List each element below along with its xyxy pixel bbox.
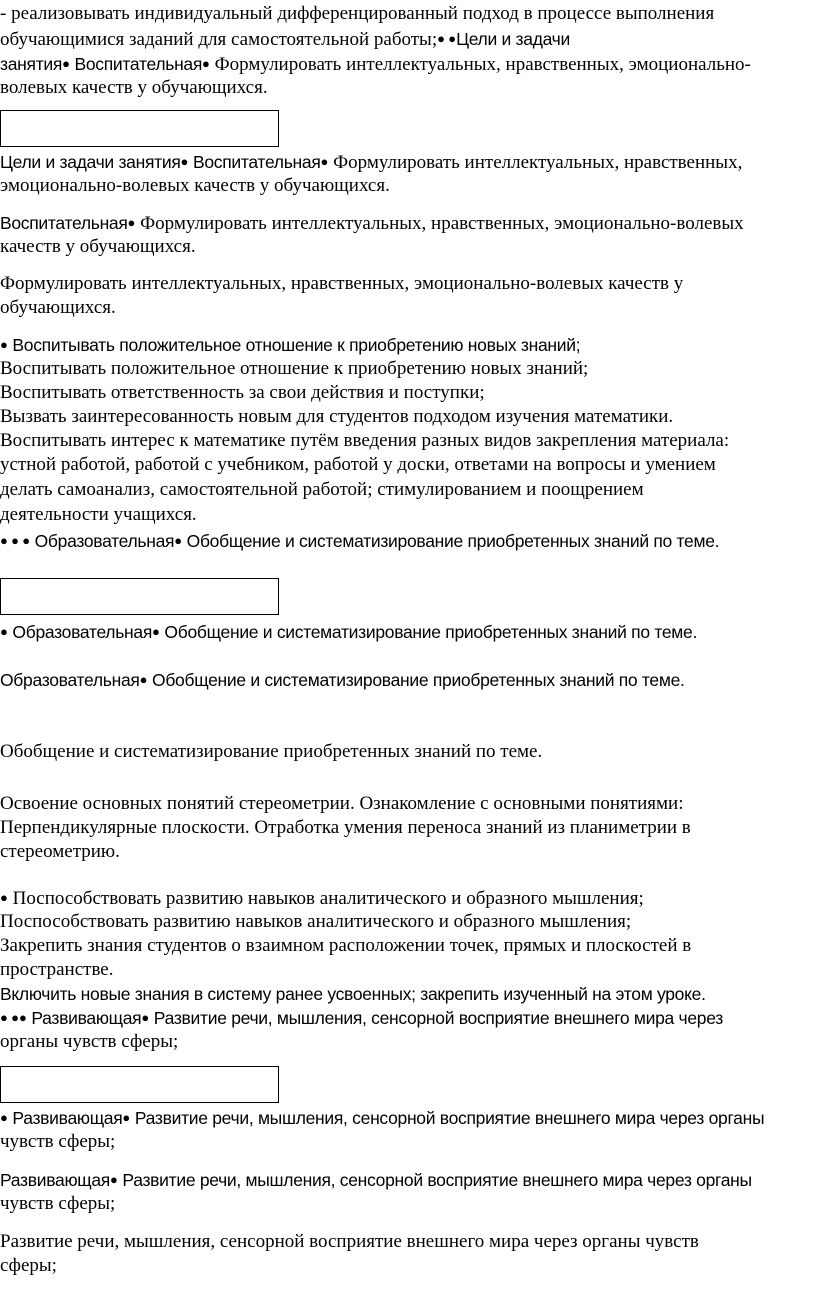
text: Воспитывать ответственность за свои действия и поступки; xyxy=(0,382,485,403)
text: устной работой, работой с учебником, работой у доски, ответами на вопросы и умением xyxy=(0,454,716,475)
text: занятия xyxy=(0,54,63,74)
text: Воспитывать положительное отношение к приобретению новых знаний; xyxy=(7,335,581,355)
bullet-icon: ● xyxy=(127,215,136,230)
text: обучающихся. xyxy=(0,297,116,318)
text: Развитие речи, мышления, сенсорной восприятие внешнего мира через xyxy=(149,1008,723,1028)
text: обучающимися заданий для самостоятельной работы; xyxy=(0,29,438,50)
text: Поспособствовать развитию навыков аналитического и образного мышления; xyxy=(0,911,632,932)
bullet-icon: ● xyxy=(152,624,160,639)
text-line xyxy=(0,174,390,198)
text: Воспитательная xyxy=(0,213,128,233)
empty-box xyxy=(0,110,279,147)
bullet-icon: ● xyxy=(320,154,329,169)
text: Развивающая xyxy=(7,1108,123,1128)
empty-box xyxy=(0,1066,279,1103)
text-line xyxy=(0,381,485,405)
text: Развивающая xyxy=(0,1170,110,1190)
text-line xyxy=(0,529,719,554)
text: волевых качеств у обучающихся. xyxy=(0,77,268,98)
text-line xyxy=(0,620,697,645)
text: Обобщение и систематизирование приобретенных знаний по теме. xyxy=(147,670,685,690)
text-line xyxy=(0,1006,723,1031)
text-line xyxy=(0,150,742,175)
bullet-icon: ● xyxy=(0,890,8,905)
text-line xyxy=(0,503,197,527)
text-line xyxy=(0,1168,752,1193)
text-line xyxy=(0,1106,764,1131)
bullet-icon: ● xyxy=(62,56,70,71)
text: Закрепить знания студентов о взаимном расположении точек, прямых и плоскостей в xyxy=(0,935,692,956)
bullet-icon: ● xyxy=(110,1172,118,1187)
text: Развивающая xyxy=(26,1008,142,1028)
text: Воспитательная xyxy=(188,152,321,172)
text-line xyxy=(0,429,729,453)
text: Воспитательная xyxy=(69,54,203,74)
text-line xyxy=(0,1130,115,1154)
text: эмоционально-волевых качеств у обучающихся. xyxy=(0,175,390,196)
text-line xyxy=(0,740,542,764)
text-line xyxy=(0,840,120,864)
text-line xyxy=(0,2,714,26)
text-line xyxy=(0,333,580,358)
bullet-icon: ● ● xyxy=(437,31,457,46)
text-line xyxy=(0,357,588,381)
text: Цели и задачи занятия xyxy=(0,152,181,172)
text-line xyxy=(0,886,644,911)
text: чувств сферы; xyxy=(0,1193,116,1214)
text: Освоение основных понятий стереометрии. Ознакомление с основными понятиями: xyxy=(0,793,684,814)
text: Воспитывать интерес к математике путём введения разных видов закрепления материала: xyxy=(0,430,730,451)
bullet-icon: ● xyxy=(122,1110,131,1125)
bullet-icon: ● ●● xyxy=(0,1010,27,1025)
text: сферы; xyxy=(0,1255,57,1276)
bullet-icon: ● xyxy=(141,1010,150,1025)
text-line xyxy=(0,478,644,502)
text: Формулировать интеллектуальных, нравственных, xyxy=(328,152,743,173)
text-line xyxy=(0,816,691,840)
bullet-icon: ● xyxy=(180,154,189,169)
text: Формулировать интеллектуальных, нравственных, эмоционально- xyxy=(209,54,751,75)
text-line xyxy=(0,27,570,52)
bullet-icon: ● ● ● xyxy=(0,533,31,548)
text-line xyxy=(0,934,691,958)
text-line xyxy=(0,668,685,693)
text-line xyxy=(0,1230,699,1254)
text: Поспособствовать развитию навыков аналитического и образного мышления; xyxy=(7,888,644,909)
text: Обобщение и систематизирование приобретенных знаний по теме. xyxy=(182,531,720,551)
text: Образовательная xyxy=(0,670,140,690)
bullet-icon: ● xyxy=(174,533,183,548)
text: Цели и задачи xyxy=(456,29,570,49)
text-line xyxy=(0,272,683,296)
bullet-icon: ● xyxy=(202,56,210,71)
text: стереометрию. xyxy=(0,841,120,862)
empty-box xyxy=(0,578,279,615)
text: Образовательная xyxy=(7,622,153,642)
text: чувств сферы; xyxy=(0,1131,116,1152)
text: деятельности учащихся. xyxy=(0,504,197,525)
text-line xyxy=(0,1254,57,1278)
text-line xyxy=(0,792,684,816)
bullet-icon: ● xyxy=(0,1110,8,1125)
text: Перпендикулярные плоскости. Отработка умения переноса знаний из планиметрии в xyxy=(0,817,691,838)
bullet-icon: ● xyxy=(139,672,148,687)
text-line xyxy=(0,958,114,982)
text: - реализовывать индивидуальный дифференцированный подход в процессе выполнения xyxy=(0,3,715,24)
text: Воспитывать положительное отношение к приобретению новых знаний; xyxy=(0,358,589,379)
text-line xyxy=(0,982,706,1007)
text: органы чувств сферы; xyxy=(0,1031,179,1052)
text: Развитие речи, мышления, сенсорной восприятие внешнего мира через органы чувств xyxy=(0,1231,699,1252)
bullet-icon: ● xyxy=(0,337,8,352)
text: Развитие речи, мышления, сенсорной восприятие внешнего мира через органы xyxy=(117,1170,752,1190)
bullet-icon: ● xyxy=(0,624,8,639)
text-line xyxy=(0,910,631,934)
text-line xyxy=(0,1192,115,1216)
text-line xyxy=(0,235,196,259)
text: Обобщение и систематизирование приобретенных знаний по теме. xyxy=(159,622,698,642)
text-line xyxy=(0,296,116,320)
text: Развитие речи, мышления, сенсорной восприятие внешнего мира через органы xyxy=(130,1108,765,1128)
text: пространстве. xyxy=(0,959,114,980)
text-line xyxy=(0,1030,178,1054)
text-line xyxy=(0,211,744,236)
text-line xyxy=(0,405,673,429)
text: Включить новые знания в систему ранее усвоенных; закрепить изученный на этом уроке. xyxy=(0,984,706,1004)
text: Обобщение и систематизирование приобретенных знаний по теме. xyxy=(0,741,543,762)
text: Вызвать заинтересованность новым для студентов подходом изучения математики. xyxy=(0,406,674,427)
text: качеств у обучающихся. xyxy=(0,236,196,257)
text: Формулировать интеллектуальных, нравственных, эмоционально-волевых качеств у xyxy=(0,273,684,294)
text: делать самоанализ, самостоятельной работой; стимулированием и поощрением xyxy=(0,479,644,500)
text: Формулировать интеллектуальных, нравственных, эмоционально-волевых xyxy=(135,213,744,234)
text: Образовательная xyxy=(30,531,175,551)
text-line xyxy=(0,453,716,477)
text-line xyxy=(0,76,268,100)
text-line xyxy=(0,52,751,77)
